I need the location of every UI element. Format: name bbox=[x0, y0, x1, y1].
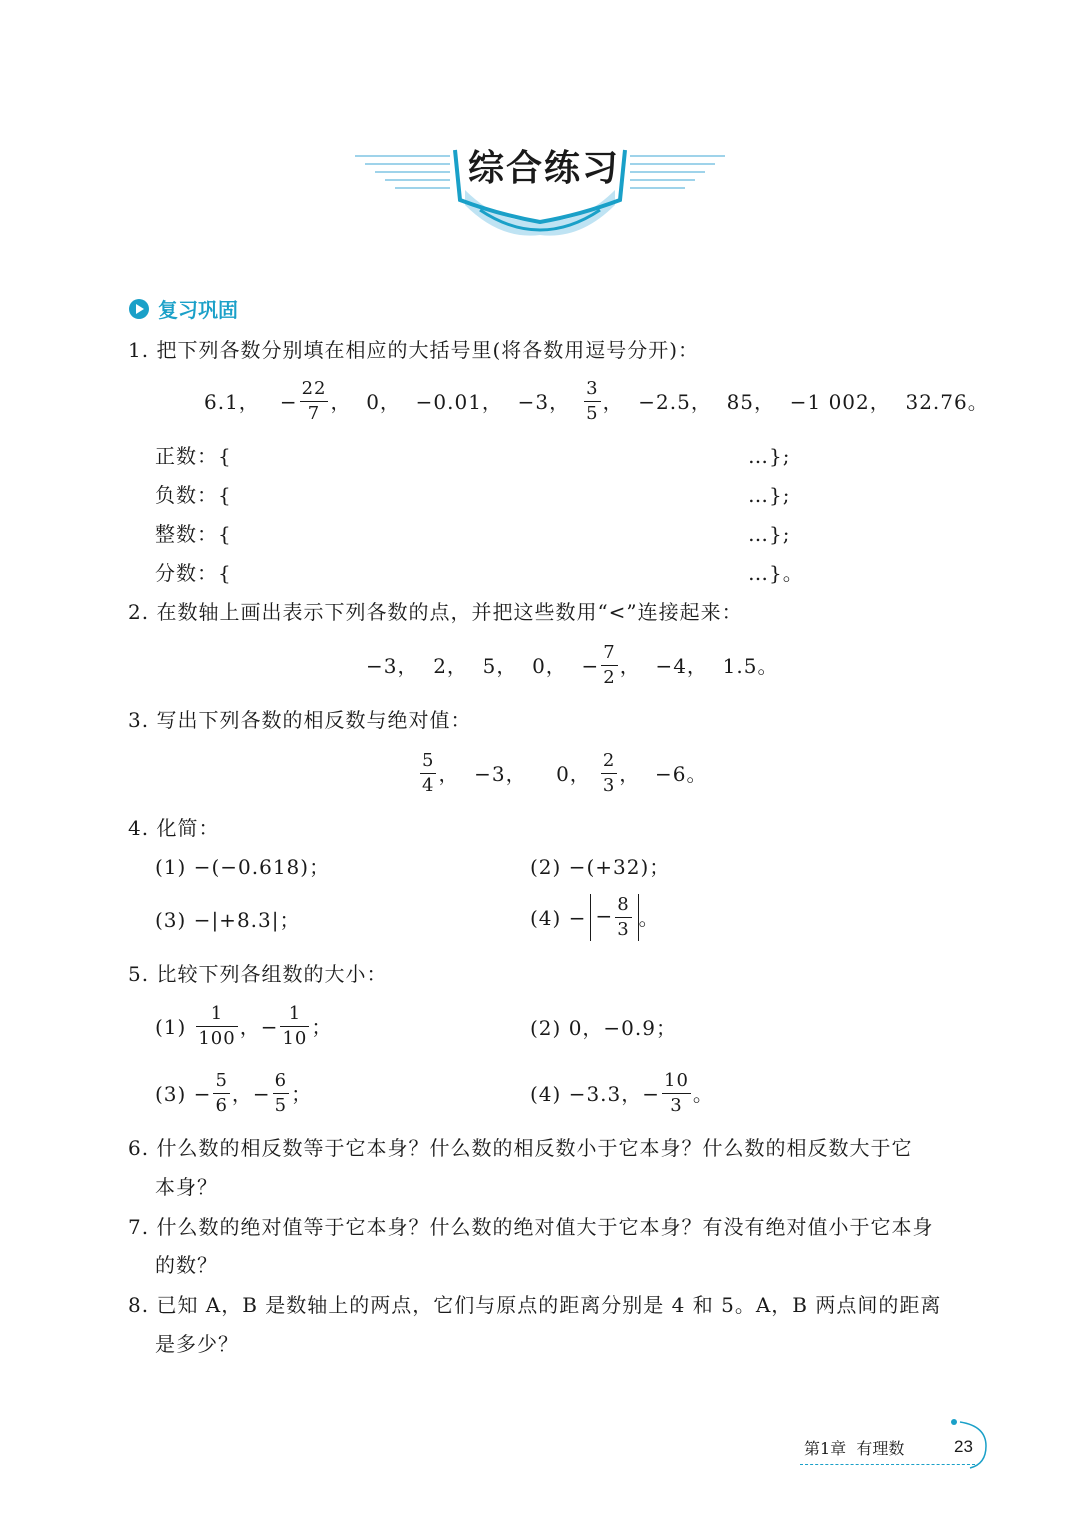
section-heading bbox=[128, 294, 238, 323]
fraction: $\frac{1}{10}$ bbox=[282, 1003, 308, 1049]
question-text: 已知 A，B 是数轴上的两点，它们与原点的距离分别是 4 和 5。A，B 两点间的距离 bbox=[156, 1293, 942, 1317]
question-4 bbox=[128, 814, 219, 842]
minus-sign: − bbox=[279, 389, 298, 414]
footer-chapter: 第1章 有理数 bbox=[804, 1439, 905, 1458]
q1-number-list bbox=[204, 378, 989, 425]
fraction: $\frac{7}{2}$ bbox=[603, 642, 616, 688]
absolute-value: − $\frac{8}{3}$ bbox=[590, 894, 638, 941]
number-item: −3， 2， 5， 0， − bbox=[366, 653, 600, 678]
title-banner bbox=[350, 130, 730, 240]
question-7 bbox=[128, 1213, 933, 1241]
fraction: $\frac{22}{7}$ bbox=[301, 378, 327, 424]
page-title: 综合练习 bbox=[468, 147, 621, 189]
set-positive-end: …}; bbox=[748, 444, 791, 468]
fraction: $\frac{2}{3}$ bbox=[602, 750, 616, 796]
q5-part-4: (4) −3.3，− $\frac{10}{3}$ 。 bbox=[530, 1070, 714, 1116]
q4-part-4: (4) − − $\frac{8}{3}$ 。 bbox=[530, 894, 660, 940]
question-number: 6. bbox=[128, 1136, 150, 1160]
question-1 bbox=[128, 336, 699, 364]
question-number: 1. bbox=[128, 338, 150, 362]
q5-part-3: (3) − $\frac{5}{6}$ ，− $\frac{6}{5}$ ； bbox=[155, 1070, 313, 1116]
fraction: $\frac{3}{5}$ bbox=[586, 378, 599, 424]
set-negative-end: …}; bbox=[748, 483, 791, 507]
play-circle-icon bbox=[128, 298, 150, 320]
set-integer: 整数：{ bbox=[155, 522, 232, 546]
question-5 bbox=[128, 960, 387, 988]
question-text: 比较下列各组数的大小： bbox=[156, 962, 388, 986]
number-item: ， −6。 bbox=[619, 761, 708, 786]
question-8-cont: 是多少？ bbox=[155, 1332, 239, 1356]
fraction: $\frac{5}{6}$ bbox=[215, 1070, 228, 1116]
question-7-cont: 的数？ bbox=[155, 1253, 218, 1277]
fraction: $\frac{8}{3}$ bbox=[617, 894, 630, 940]
q5-part-2: (2) 0，−0.9； bbox=[530, 1016, 677, 1040]
set-fraction-end: …}。 bbox=[748, 561, 804, 585]
question-number: 3. bbox=[128, 708, 150, 732]
q4-part-1: (1) −(−0.618)； bbox=[155, 855, 331, 879]
page-number: 23 bbox=[954, 1437, 973, 1456]
question-text: 把下列各数分别填在相应的大括号里(将各数用逗号分开)： bbox=[156, 338, 700, 362]
question-text: 在数轴上画出表示下列各数的点，并把这些数用“<”连接起来： bbox=[156, 600, 743, 624]
number-item: ， −4， 1.5。 bbox=[619, 653, 779, 678]
set-integer-end: …}; bbox=[748, 522, 791, 546]
number-item: 6.1， bbox=[204, 389, 260, 414]
set-positive: 正数：{ bbox=[155, 444, 232, 468]
set-negative: 负数：{ bbox=[155, 483, 232, 507]
number-item: ， −2.5， 85， −1 002， 32.76。 bbox=[602, 389, 989, 414]
question-number: 7. bbox=[128, 1215, 150, 1239]
fraction: $\frac{1}{100}$ bbox=[198, 1003, 236, 1049]
question-number: 2. bbox=[128, 600, 150, 624]
question-8 bbox=[128, 1291, 941, 1319]
set-fraction: 分数：{ bbox=[155, 561, 232, 585]
section-title: 复习巩固 bbox=[158, 298, 238, 322]
fraction: $\frac{10}{3}$ bbox=[664, 1070, 689, 1116]
fraction: $\frac{6}{5}$ bbox=[274, 1070, 288, 1116]
question-3 bbox=[128, 706, 471, 734]
question-6 bbox=[128, 1134, 912, 1162]
q4-part-2: (2) −(+32)； bbox=[530, 855, 671, 879]
question-2 bbox=[128, 598, 743, 626]
q3-number-list bbox=[418, 750, 707, 797]
question-text: 什么数的相反数等于它本身？什么数的相反数小于它本身？什么数的相反数大于它 bbox=[156, 1136, 913, 1160]
fraction: $\frac{5}{4}$ bbox=[422, 750, 435, 796]
question-text: 什么数的绝对值等于它本身？什么数的绝对值大于它本身？有没有绝对值小于它本身 bbox=[156, 1215, 934, 1239]
question-number: 8. bbox=[128, 1293, 150, 1317]
question-number: 4. bbox=[128, 816, 150, 840]
q4-part-3: (3) −|+8.3|； bbox=[155, 908, 301, 932]
question-text: 写出下列各数的相反数与绝对值： bbox=[156, 708, 472, 732]
number-item: ， −3， 0， bbox=[438, 761, 591, 786]
number-item: ， 0， −0.01， −3， bbox=[330, 389, 571, 414]
question-number: 5. bbox=[128, 962, 150, 986]
question-text: 化简： bbox=[156, 816, 220, 840]
q5-part-1: (1) $\frac{1}{100}$ ，− $\frac{1}{10}$ ； bbox=[155, 1003, 333, 1049]
q2-number-list bbox=[366, 642, 778, 689]
question-6-cont: 本身？ bbox=[155, 1175, 218, 1199]
